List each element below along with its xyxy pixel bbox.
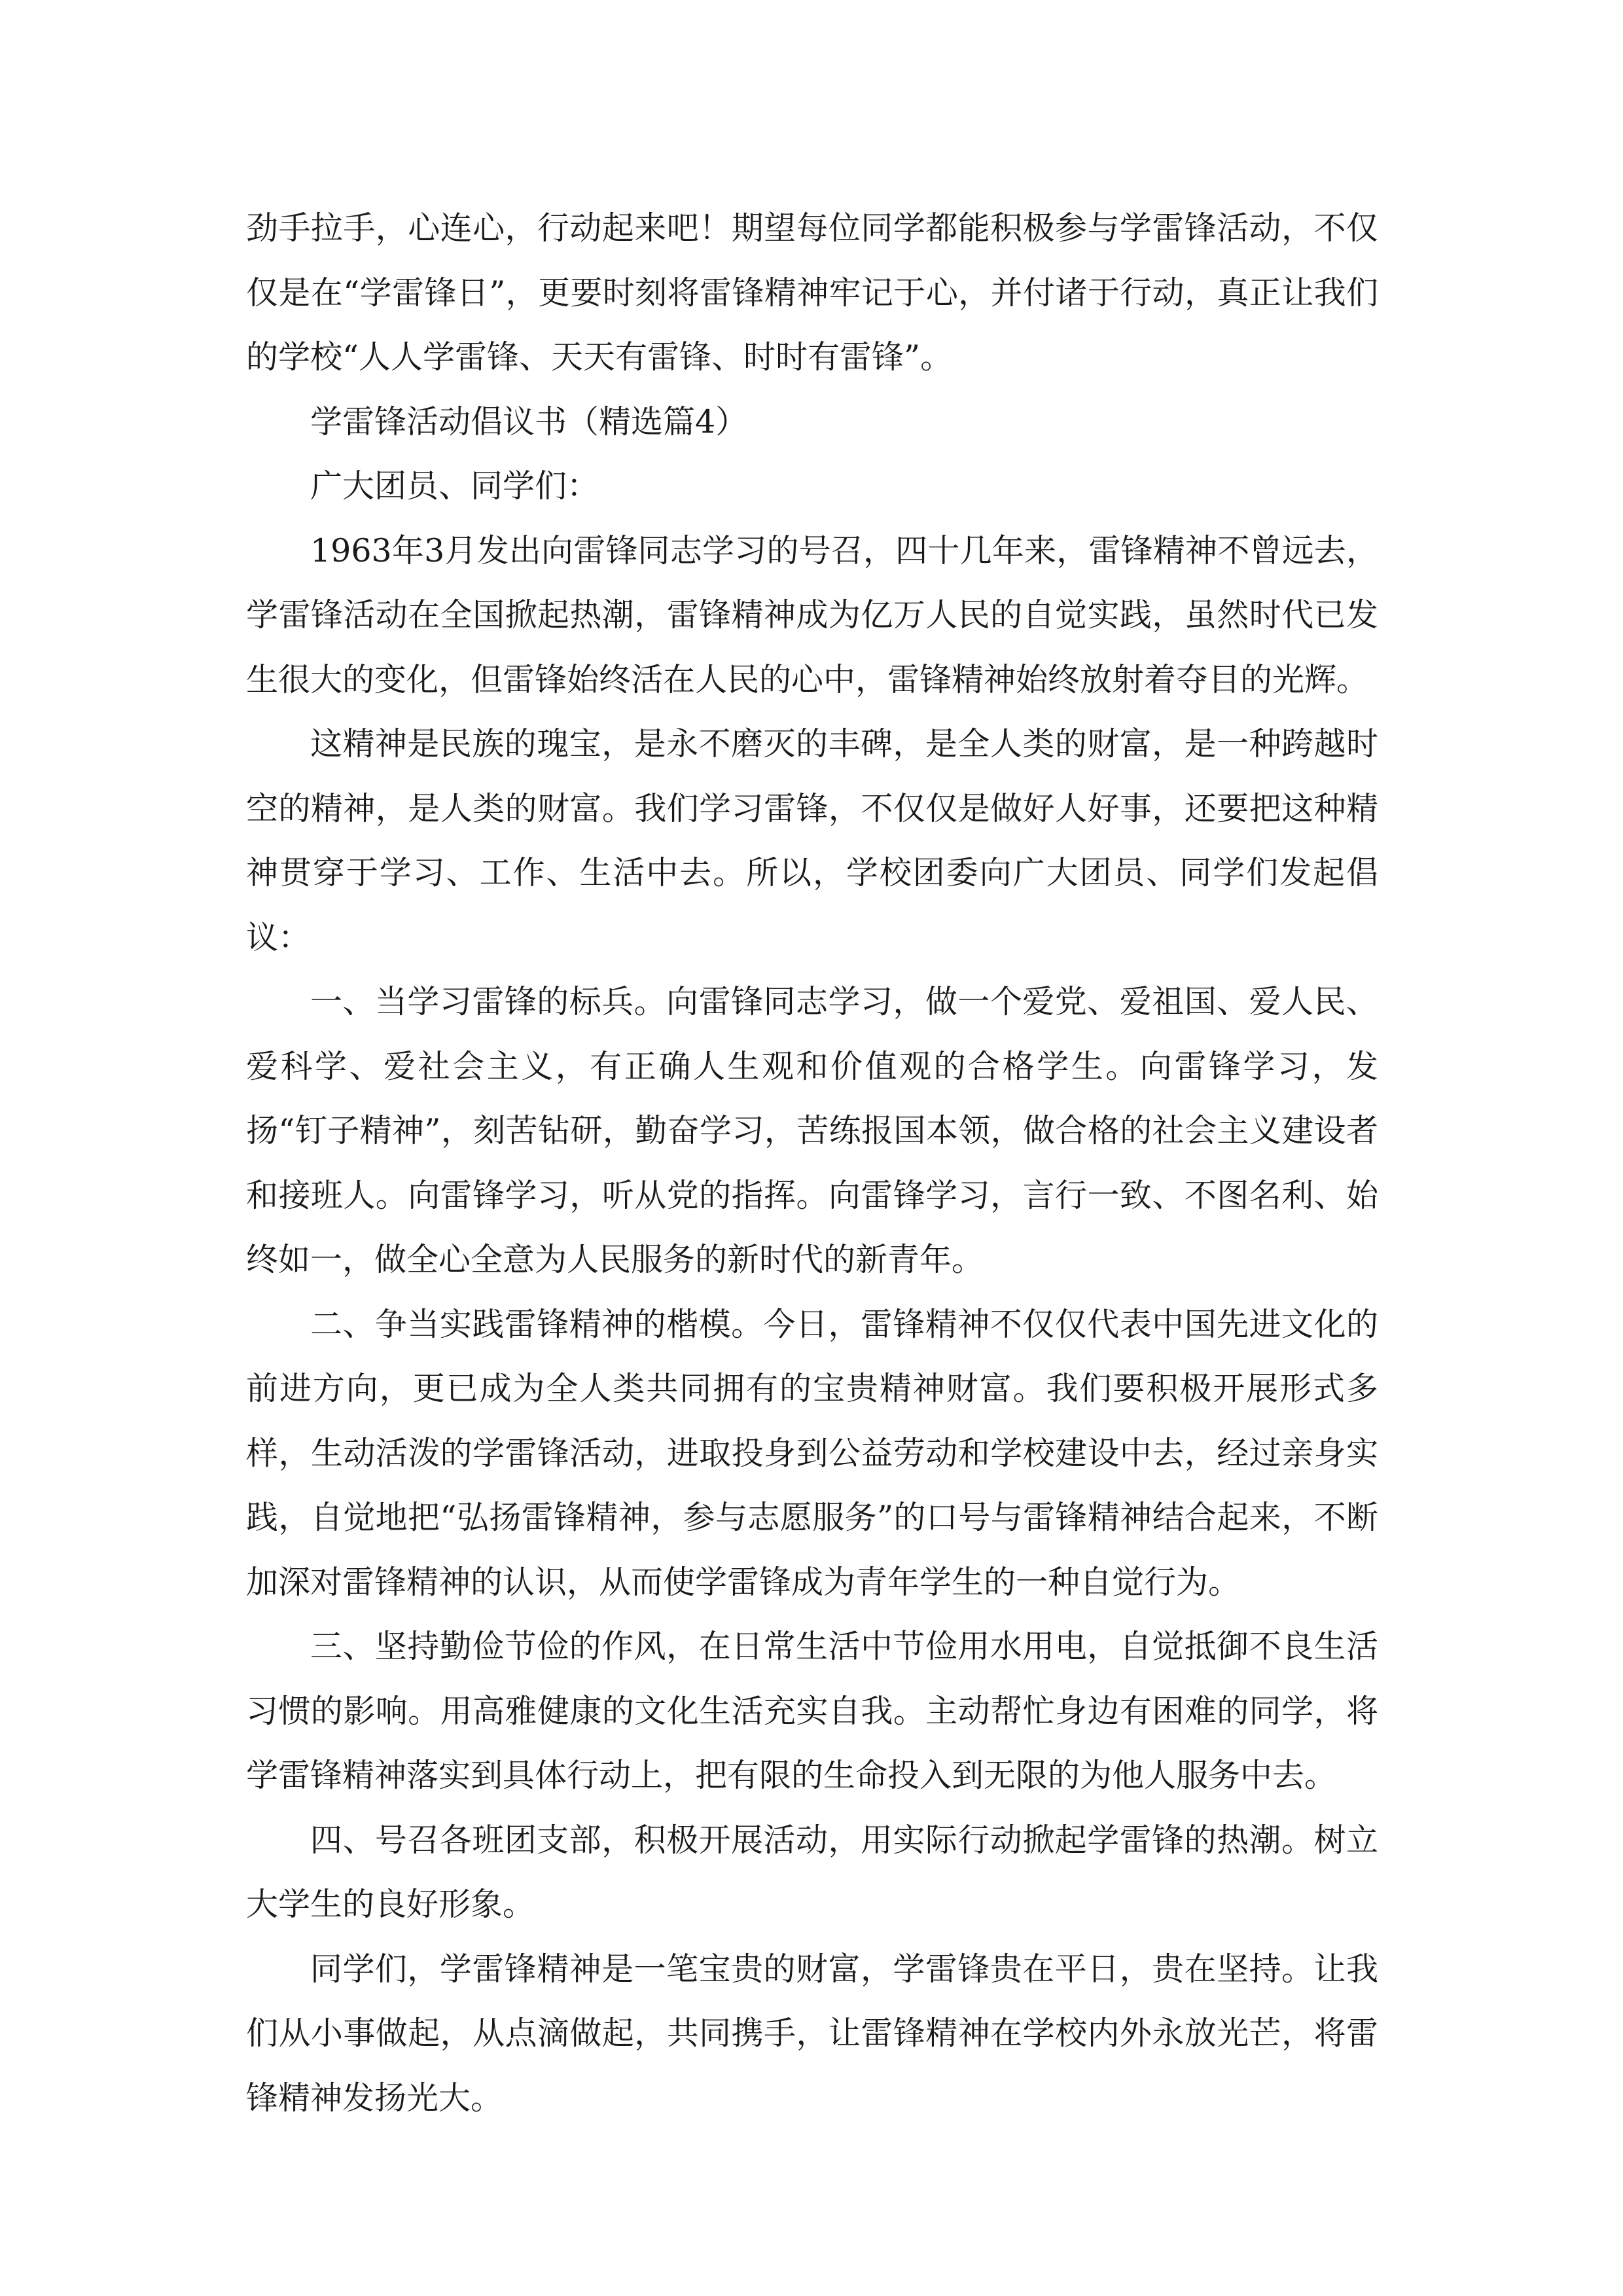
- paragraph: 这精神是民族的瑰宝，是永不磨灭的丰碑，是全人类的财富，是一种跨越时空的精神，是人类的财富。我们学习雷锋，不仅仅是做好人好事，还要把这种精神贯穿于学习、工作、生活中去。所以，学校团委向广大团员、同学们发起倡议：: [246, 725, 1378, 956]
- closing-paragraph: 同学们，学雷锋精神是一笔宝贵的财富，学雷锋贵在平日，贵在坚持。让我们从小事做起，从点滴做起，共同携手，让雷锋精神在学校内外永放光芒，将雷锋精神发扬光大。: [246, 1950, 1378, 2117]
- paragraph: 1963年3月发出向雷锋同志学习的号召，四十几年来，雷锋精神不曾远去，学雷锋活动在全国掀起热潮，雷锋精神成为亿万人民的自觉实践，虽然时代已发生很大的变化，但雷锋始终活在人民的心中，雷锋精神始终放射着夺目的光辉。: [246, 531, 1378, 698]
- salutation: 广大团员、同学们：: [310, 467, 599, 505]
- section-title: 学雷锋活动倡议书（精选篇4）: [310, 403, 748, 440]
- proposal-item-4: 四、号召各班团支部，积极开展活动，用实际行动掀起学雷锋的热潮。树立大学生的良好形象。: [246, 1821, 1378, 1923]
- document-body: [246, 196, 1378, 2130]
- paragraph-continuation: 劲手拉手，心连心，行动起来吧！期望每位同学都能积极参与学雷锋活动，不仅仅是在“学雷锋日”，更要时刻将雷锋精神牢记于心，并付诸于行动，真正让我们的学校“人人学雷锋、天天有雷锋、时时有雷锋”。: [246, 209, 1378, 376]
- proposal-item-2: 二、争当实践雷锋精神的楷模。今日，雷锋精神不仅仅代表中国先进文化的前进方向，更已成为全人类共同拥有的宝贵精神财富。我们要积极开展形式多样，生动活泼的学雷锋活动，进取投身到公益劳动和学校建设中去，经过亲身实践，自觉地把“弘扬雷锋精神，参与志愿服务”的口号与雷锋精神结合起来，不断加深对雷锋精神的认识，从而使学雷锋成为青年学生的一种自觉行为。: [246, 1305, 1378, 1601]
- proposal-item-1: 一、当学习雷锋的标兵。向雷锋同志学习，做一个爱党、爱祖国、爱人民、爱科学、爱社会主义，有正确人生观和价值观的合格学生。向雷锋学习，发扬“钉子精神”，刻苦钻研，勤奋学习，苦练报国本领，做合格的社会主义建设者和接班人。向雷锋学习，听从党的指挥。向雷锋学习，言行一致、不图名利、始终如一，做全心全意为人民服务的新时代的新青年。: [246, 983, 1378, 1278]
- proposal-item-3: 三、坚持勤俭节俭的作风，在日常生活中节俭用水用电，自觉抵御不良生活习惯的影响。用高雅健康的文化生活充实自我。主动帮忙身边有困难的同学，将学雷锋精神落实到具体行动上，把有限的生命投入到无限的为他人服务中去。: [246, 1628, 1378, 1794]
